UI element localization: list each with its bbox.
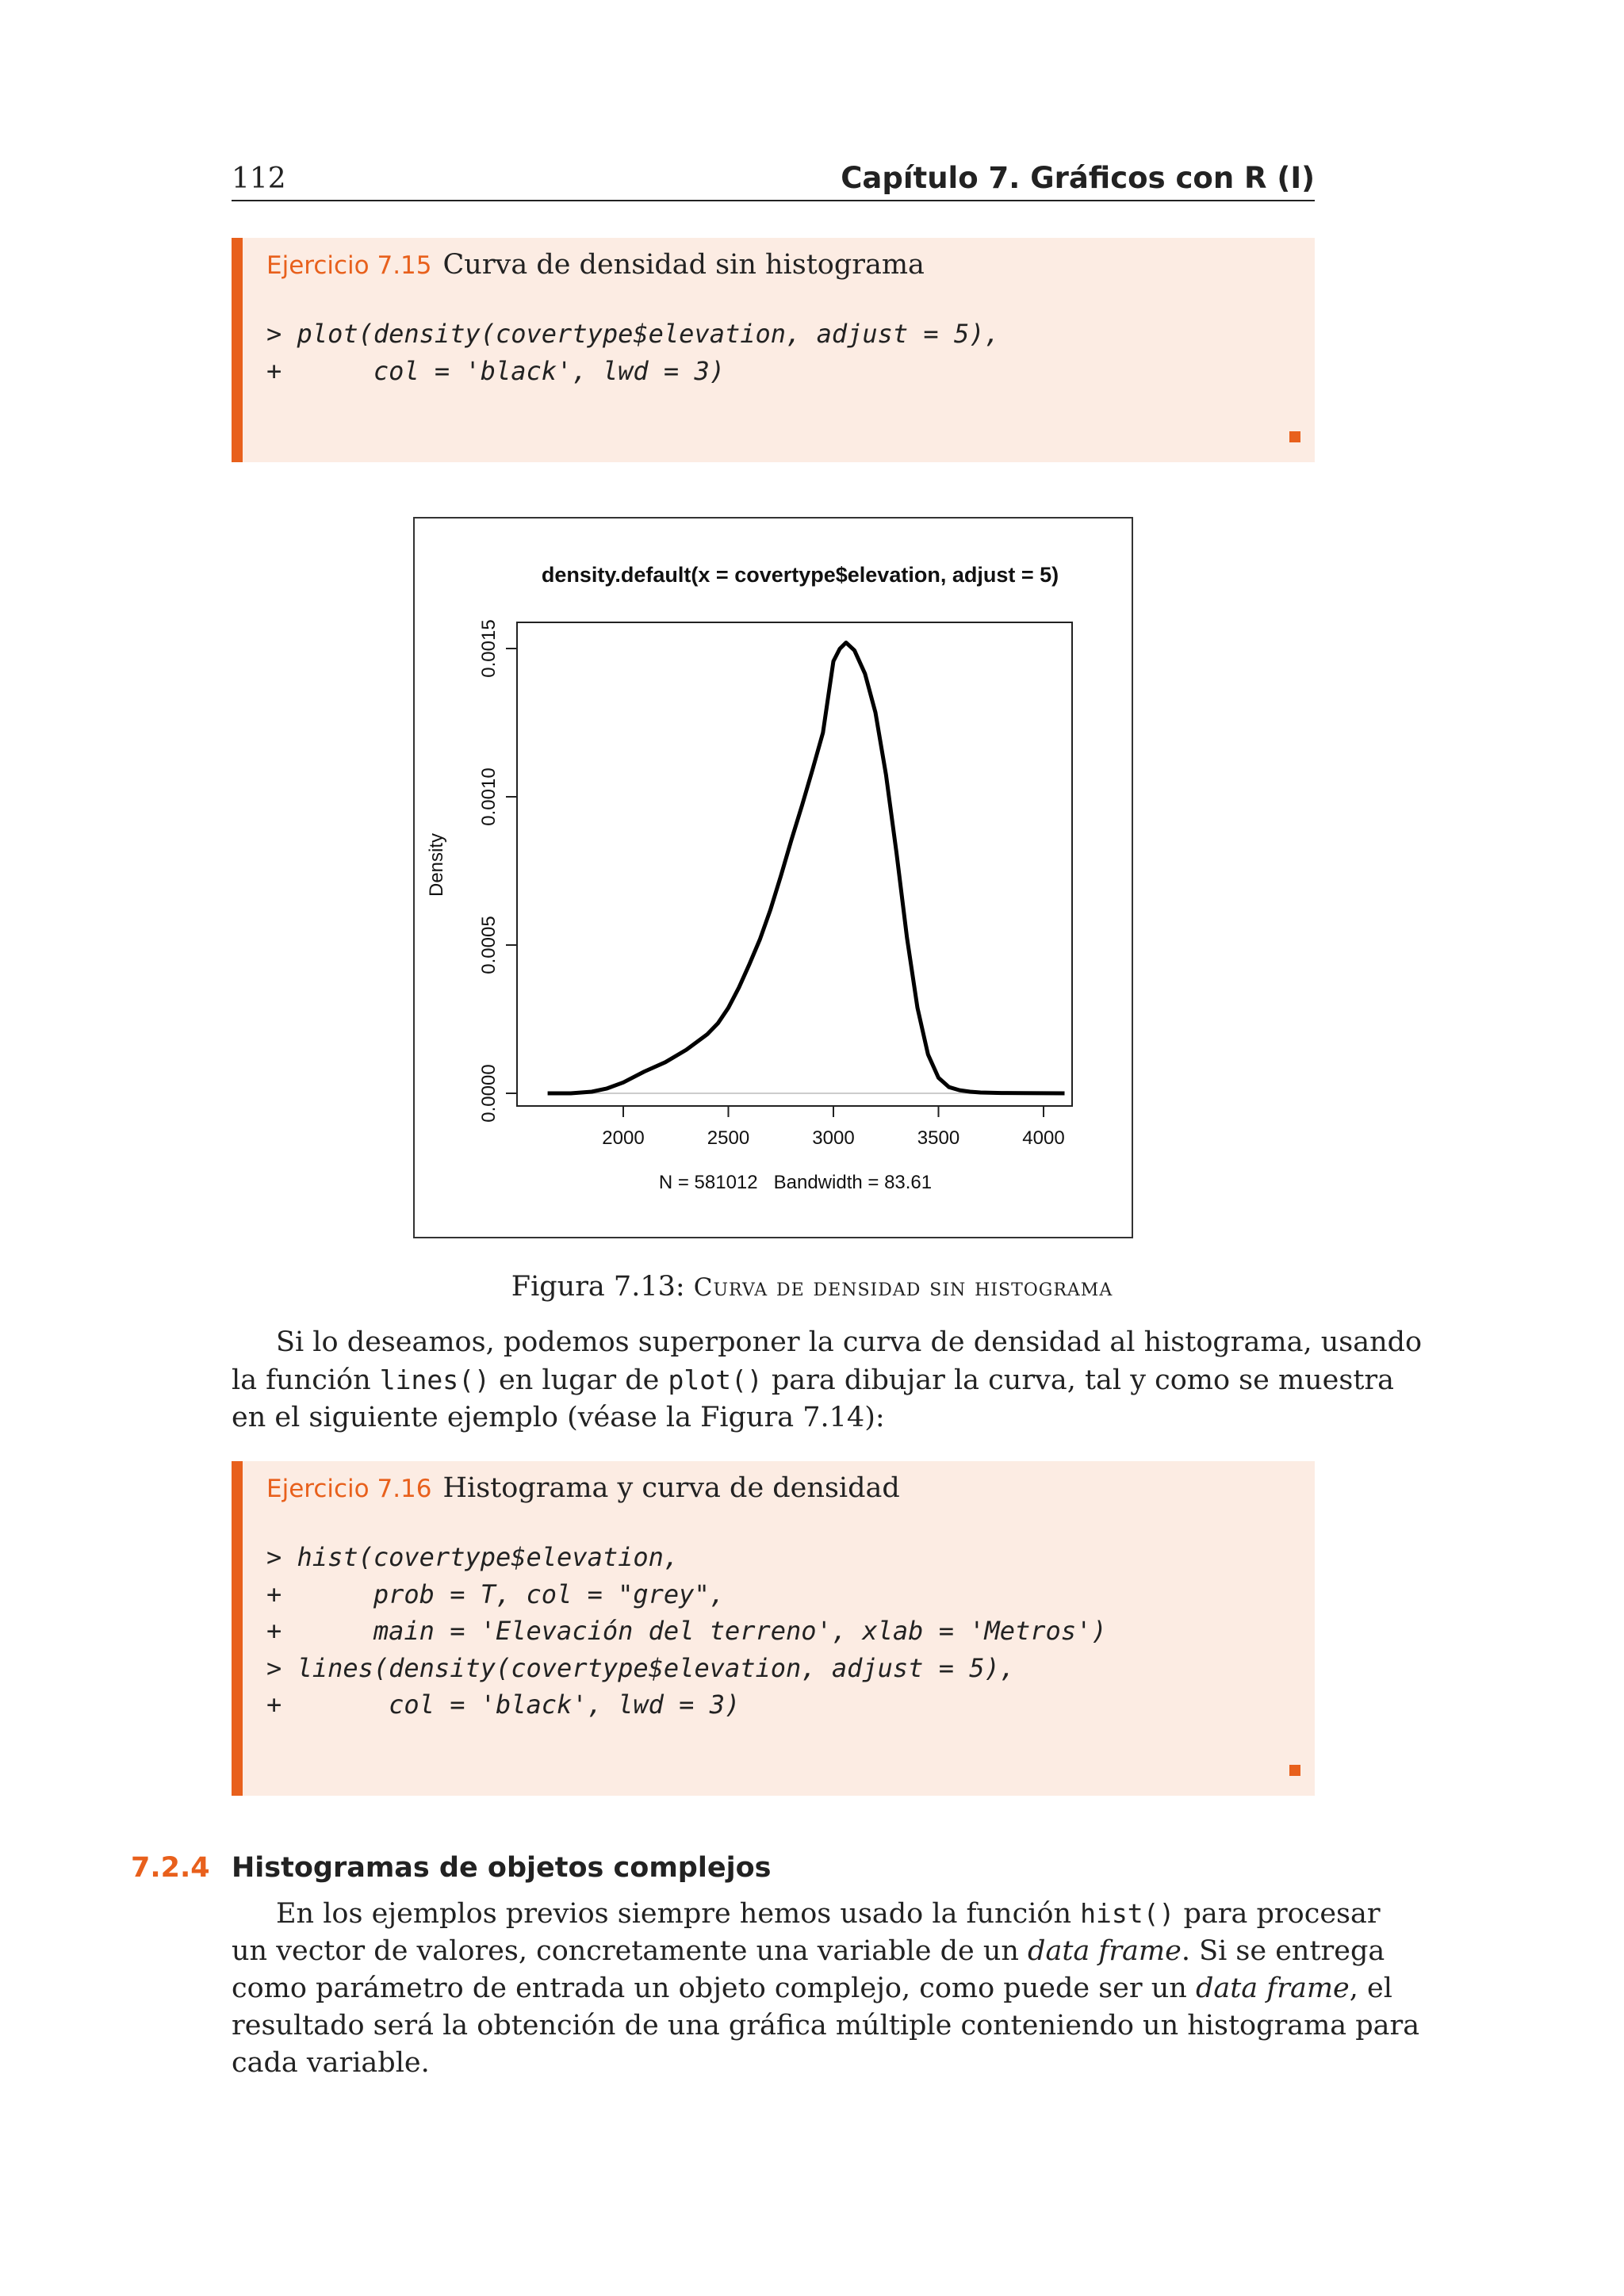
end-of-exercise-marker bbox=[1289, 431, 1300, 442]
exercise-number: Ejercicio 7.16 bbox=[266, 1475, 432, 1503]
page-number: 112 bbox=[232, 163, 286, 195]
chart-title: density.default(x = covertype$elevation, adjust = 5) bbox=[541, 563, 1059, 587]
section-number: 7.2.4 bbox=[131, 1852, 210, 1884]
x-tick-label: 3500 bbox=[917, 1127, 960, 1149]
x-tick-label: 4000 bbox=[1022, 1127, 1065, 1149]
density-chart bbox=[415, 519, 1132, 1237]
x-tick-label: 3000 bbox=[812, 1127, 855, 1149]
text-line: resultado será la obtención de una gráfica múltiple conteniendo un histograma para bbox=[232, 2010, 1420, 2042]
x-tick-label: 2500 bbox=[707, 1127, 750, 1149]
code-block: > plot(density(covertype$elevation, adjust = 5), + col = 'black', lwd = 3) bbox=[266, 319, 1000, 386]
header-rule bbox=[232, 200, 1315, 201]
y-axis-label: Density bbox=[426, 832, 447, 897]
text-line: cada variable. bbox=[232, 2047, 430, 2079]
exercise-title: Curva de densidad sin histograma bbox=[442, 249, 925, 281]
inline-code: hist() bbox=[1080, 1898, 1175, 1929]
exercise-heading bbox=[266, 249, 925, 281]
text-line: Si lo deseamos, podemos superponer la curva de densidad al histograma, usando bbox=[276, 1326, 1423, 1358]
text-line: en el siguiente ejemplo (véase la Figura 7.14): bbox=[232, 1402, 885, 1433]
y-tick-label: 0.0000 bbox=[478, 1064, 500, 1123]
exercise-heading bbox=[266, 1472, 900, 1504]
figure-caption-title: Curva de densidad sin histograma bbox=[693, 1273, 1113, 1302]
y-axis bbox=[478, 619, 517, 1122]
text-line: como parámetro de entrada un objeto complejo, como puede ser un data frame, el bbox=[232, 1973, 1392, 2004]
exercise-number: Ejercicio 7.15 bbox=[266, 251, 432, 280]
end-of-exercise-marker bbox=[1289, 1765, 1300, 1776]
inline-code: lines() bbox=[379, 1364, 490, 1395]
code-block: > hist(covertype$elevation, + prob = T, col = "grey", + main = 'Elevación del terreno', xlab = 'Metros') > lines(density(covertype$elevation, adjust = 5), + col = 'black', lwd = 3) bbox=[266, 1542, 1107, 1720]
y-tick-label: 0.0005 bbox=[478, 916, 500, 974]
inline-code: plot() bbox=[668, 1364, 763, 1395]
text-line: En los ejemplos previos siempre hemos usado la función hist() para procesar bbox=[276, 1898, 1381, 1930]
y-tick-label: 0.0015 bbox=[478, 619, 500, 678]
text-line: la función lines() en lugar de plot() para dibujar la curva, tal y como se muestra bbox=[232, 1364, 1395, 1396]
plot-box bbox=[517, 622, 1072, 1106]
x-tick-label: 2000 bbox=[602, 1127, 645, 1149]
y-tick-label: 0.0010 bbox=[478, 767, 500, 826]
section-title: Histogramas de objetos complejos bbox=[232, 1852, 772, 1884]
figure-caption-label: Figura 7.13: bbox=[511, 1271, 685, 1303]
paragraph bbox=[232, 1324, 1423, 1437]
paragraph bbox=[232, 1895, 1420, 2082]
text-line: un vector de valores, concretamente una variable de un data frame. Si se entrega bbox=[232, 1935, 1385, 1967]
figure-caption bbox=[0, 1271, 1624, 1303]
x-axis bbox=[602, 1106, 1064, 1149]
density-curve bbox=[548, 643, 1065, 1094]
figure-frame bbox=[413, 517, 1133, 1238]
exercise-title: Histograma y curva de densidad bbox=[442, 1472, 900, 1504]
x-axis-label: N = 581012 Bandwidth = 83.61 bbox=[658, 1172, 933, 1193]
exercise-box bbox=[232, 1461, 1315, 1796]
exercise-box bbox=[232, 238, 1315, 462]
chapter-title: Capítulo 7. Gráficos con R (I) bbox=[841, 161, 1315, 195]
